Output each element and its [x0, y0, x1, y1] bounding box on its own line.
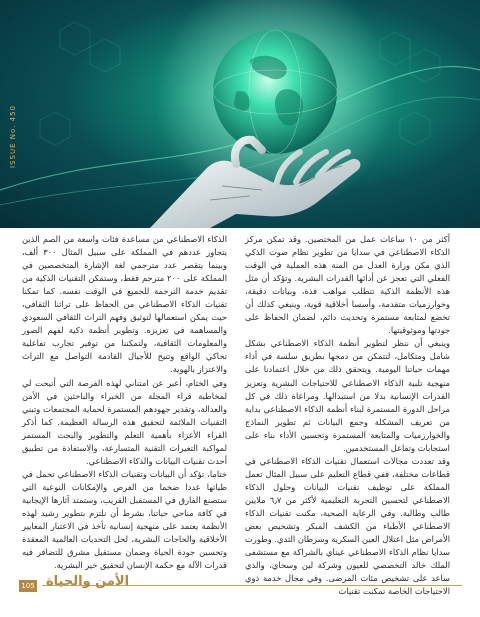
- article-column-left: [22, 233, 227, 572]
- article-paragraph: أكثر من ١٠ ساعات عمل من المختصين. وقد تمكن مركز الذكاء الاصطناعي في سدايا من تطوير نظام صوت الذكي الذي مكن وزارة العدل من المنة هذه العملية في الوقت الفعلي التي تعجز عن أدائها القدرات البشرية. وتؤكد أن مثل هذه الأنظمة الذكية تتطلب مواهب فذة، وبيانات دقيقة، وخوارزميات متقدمة، وأسسا أخلاقية قوية، وينبغي كذلك أن تخضع لمتابعة مستمرة وتحديث دائم، لضمان الحفاظ على جودتها وموثوقيتها.: [245, 234, 450, 336]
- article-paragraph: وقد تعددت مجالات استعمال تقنيات الذكاء الاصطناعي في قطاعات مختلفة، ففي قطاع التعليم على سبيل المثال تعمل المملكة على توظيف تقنيات البيانات وحلول الذكاء الاصطناعي لتحسين التجربة التعليمية لأكثر من ٦٫٧ ملايين طالب وطالبة. وفي الرعاية الصحية، مكنت تقنيات الذكاء الاصطناعي الأطباء من الكشف المبكر وتشخيص بعض الأمراض مثل اعتلال العين السكرية وسرطان الثدي. وطورت سدايا نظام الذكاء الاصطناعي عيناي بالشراكة مع مستشفى الملك خالد التخصصي للعيون وشركة لين وسحاي، والذي ساعد على تشخيص مئات المرضى. وفي مجال خدمة ذوي الاحتياجات الخاصة تمكنت تقنيات: [245, 455, 450, 597]
- article-paragraph: الذكاء الاصطناعي من مساعدة فئات واسعة من الصم الذين يتجاوز عددهم في المملكة على سبيل المثال ٣٠٠ ألف، وبينما يتقصر عدد مترجمي لغة الإشارة المتخصصين في المملكة على ٢٠٠ مترجم فقط، وستمكن التقنيات الذكية من تقديم خدمة الترجمة للجميع في الوقت نفسه. كما تمكنا تقنيات الذكاء الاصطناعي من الحفاظ على تراثنا الثقافي، حيث يمكن استعمالها لتوثيق وفهم التراث الثقافي السعودي والمساهمة في تعزيزه. وتطوير أنظمة ذكية لفهم الصور والمعلومات الثقافية، ولتمكننا من توفير تجارب تفاعلية تحاكي الواقع وتتيح للأجيال القادمة التواصل مع التراث والاعتزاز بالهوية.: [22, 234, 227, 375]
- article-paragraph: وفي الختام، أعبر عن امتناني لهذه الفرصة التي أتيحت لي لمخاطبة قراء المجلة من الخبراء والباحثين في الأمن والعدالة، وتقدير جهودهم المستمرة لحماية المجتمعات وتبني التقنيات الملائمة لتحقيق هذه الرسالة العظيمة. كما أذكر القراء الأعزاء بأهمية التعلم والتطوير والبحث المستمر لمواكبة التغيرات التقنية المتسارعة، والاستفادة من تطبيق أحدث تقنيات البيانات والذكاء الاصطناعي.: [22, 377, 227, 466]
- issue-tag: ISSUE No. 450: [9, 105, 17, 169]
- robot-hand-globe-illustration: [0, 0, 480, 228]
- article-column-right: [245, 233, 450, 598]
- hero-image: [0, 0, 480, 228]
- page-number: 105: [19, 580, 37, 592]
- article-paragraph: وينبغي أن ننظر لتطوير أنظمة الذكاء الاصطناعي بشكل شامل ومتكامل، لتتمكن من دمجها بطريق سلسة في أداء مهمات حياتنا اليومية. ويتحقق ذلك من خلال اعتمادنا على منهجية تلبية الذكاء الاصطناعي للاحتياجات البشرية وتعزيز القدرات الإنسانية بدلا من استبدالها. ومراعاة ذلك في كل مراحل الدورة المستمرة لبناء أنظمة الذكاء الاصطناعي بداية من تعريف المشكلة وجمع البيانات ثم تطوير النماذج والخوارزميات والمتابعة المستمرة وتحسين الأداء بناء على استجابات وتفاعل المستخدمين.: [245, 338, 450, 453]
- magazine-logo: الأمن والحياة: [46, 574, 130, 589]
- article-paragraph: ختاما، تؤكد أن البيانات وتقنيات الذكاء الاصطناعي تحمل في طياتها عددا ضخما من الفرص والإمكانات النوعية التي ستصنع الفارق في المستقبل القريب، وستمتد آثارها الإيجابية في كافة مناحي حياتنا، بشرط أن نلتزم بتطوير رشيد لهذه الأنظمة يعتمد على منهجية إنسانية تأخذ في الاعتبار المعايير الأخلاقية والحاجات البشرية، لحل التحديات العالمية المعقدة وتحسين جودة الحياة وضمان مستقبل مشرق للتضافر فيه قدرات الآلة مع حكمة الإنسان لتحقيق خير البشرية.: [22, 468, 227, 571]
